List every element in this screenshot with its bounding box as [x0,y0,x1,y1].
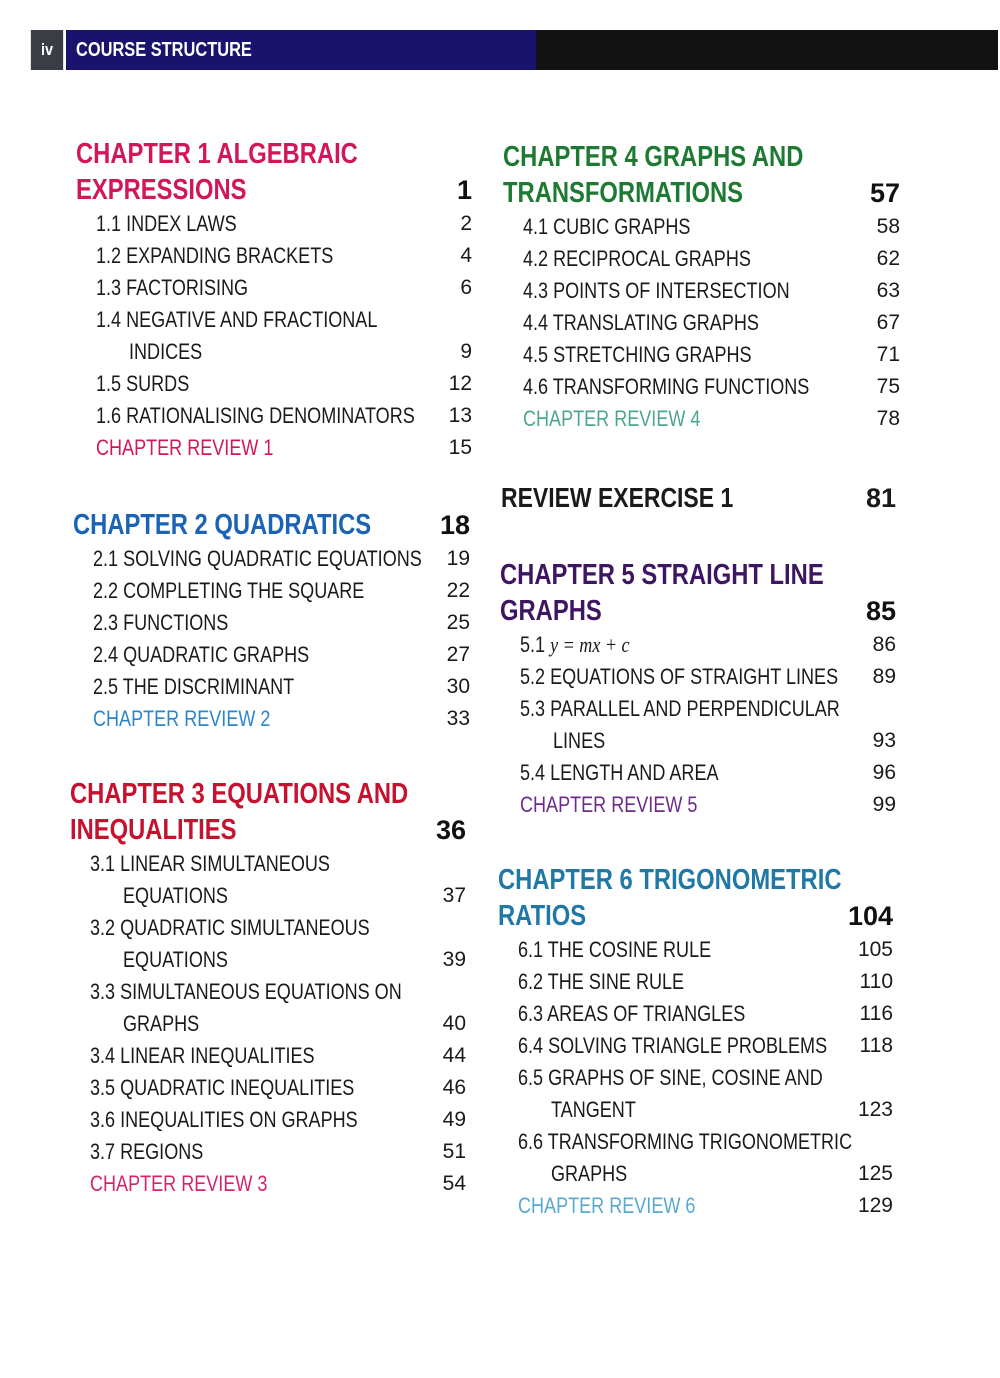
section-title: 4.1 CUBIC GRAPHS [523,214,691,239]
chapter-review-page: 33 [446,707,470,730]
review-exercise-1 [501,478,896,518]
section-title: 1.6 RATIONALISING DENOMINATORS [96,403,415,428]
chapter-review-entry [76,432,472,464]
section-page: 4 [460,244,472,267]
section-entry [503,371,900,403]
chapter-2-title: CHAPTER 2 QUADRATICS [73,509,372,541]
section-title: 3.6 INEQUALITIES ON GRAPHS [90,1107,358,1132]
section-entry [70,976,466,1008]
section-page: 6 [460,276,472,299]
section-entry [503,339,900,371]
section-page: 62 [876,247,900,270]
page-number: iv [31,30,63,70]
chapter-review-entry [500,789,896,821]
section-title: 3.3 SIMULTANEOUS EQUATIONS ON [90,979,402,1004]
section-entry [503,243,900,275]
section-page: 63 [876,279,900,302]
chapter-review-page: 129 [857,1194,893,1217]
chapter-2-block [73,507,470,735]
section-page: 2 [460,212,472,235]
chapter-review-label: CHAPTER REVIEW 2 [93,706,271,731]
chapter-4-page: 57 [869,178,900,208]
section-entry [73,639,470,671]
section-entry-continued [76,336,472,368]
section-entry [76,368,472,400]
chapter-heading [73,507,470,543]
section-page: 40 [442,1012,466,1035]
chapter-3-title: INEQUALITIES [70,814,237,846]
section-title-continued: EQUATIONS [123,883,228,908]
section-page: 93 [872,729,896,752]
section-entry [498,1062,893,1094]
section-title: 6.3 AREAS OF TRIANGLES [518,1001,746,1026]
section-title: 3.2 QUADRATIC SIMULTANEOUS [90,915,370,940]
section-title-continued: INDICES [129,339,203,364]
section-title: 1.1 INDEX LAWS [96,211,237,236]
section-title-continued: TANGENT [551,1097,636,1122]
section-title: 1.3 FACTORISING [96,275,249,300]
section-page: 51 [442,1140,466,1163]
chapter-3-title: CHAPTER 3 EQUATIONS AND [70,778,409,810]
section-title: 3.5 QUADRATIC INEQUALITIES [90,1075,355,1100]
chapter-review-entry [503,403,900,435]
running-header [28,30,998,70]
section-title: 4.2 RECIPROCAL GRAPHS [523,246,751,271]
section-title: 6.5 GRAPHS OF SINE, COSINE AND [518,1065,823,1090]
section-page: 22 [446,579,470,602]
chapter-review-entry [73,703,470,735]
section-title: 6.2 THE SINE RULE [518,969,685,994]
chapter-3-block [70,776,466,1200]
section-title: 5.4 LENGTH AND AREA [520,760,719,785]
chapter-1-page: 1 [456,175,472,205]
section-entry [73,671,470,703]
chapter-6-page: 104 [847,901,893,931]
section-entry [500,629,896,661]
section-entry-continued [500,725,896,757]
section-page: 125 [857,1162,893,1185]
section-entry [76,304,472,336]
section-page: 39 [442,948,466,971]
section-title: 5.3 PARALLEL AND PERPENDICULAR [520,696,840,721]
section-title: 2.4 QUADRATIC GRAPHS [93,642,310,667]
section-entry [503,275,900,307]
chapter-review-label: CHAPTER REVIEW 1 [96,435,274,460]
section-entry [70,1040,466,1072]
section-page: 27 [446,643,470,666]
section-title: 3.1 LINEAR SIMULTANEOUS [90,851,330,876]
chapter-5-block [500,557,896,821]
section-entry [76,208,472,240]
section-title: 6.6 TRANSFORMING TRIGONOMETRIC [518,1129,853,1154]
chapter-5-title: CHAPTER 5 STRAIGHT LINE [500,559,824,591]
section-page: 118 [859,1034,893,1057]
chapter-1-title: EXPRESSIONS [76,174,247,206]
chapter-review-label: CHAPTER REVIEW 3 [90,1171,268,1196]
header-dark-band [536,30,998,70]
section-title: 4.6 TRANSFORMING FUNCTIONS [523,374,810,399]
chapter-review-page: 99 [872,793,896,816]
section-page: 49 [442,1108,466,1131]
section-entry-continued [70,880,466,912]
section-title: 4.5 STRETCHING GRAPHS [523,342,752,367]
section-entry [500,693,896,725]
section-title-continued: GRAPHS [551,1161,628,1186]
section-title: 4.4 TRANSLATING GRAPHS [523,310,759,335]
section-page: 46 [442,1076,466,1099]
chapter-review-label: CHAPTER REVIEW 5 [520,792,698,817]
chapter-heading [503,139,900,211]
chapter-heading [70,776,466,848]
chapter-3-page: 36 [435,815,466,845]
section-page: 19 [446,547,470,570]
chapter-6-block [498,862,893,1222]
section-entry [498,934,893,966]
section-title: 2.3 FUNCTIONS [93,610,229,635]
chapter-5-title: GRAPHS [500,595,602,627]
chapter-heading [498,862,893,934]
section-entry [70,1072,466,1104]
section-entry [70,912,466,944]
section-title-continued: LINES [553,728,606,753]
section-title: 2.2 COMPLETING THE SQUARE [93,578,365,603]
section-title: 2.5 THE DISCRIMINANT [93,674,295,699]
section-page: 44 [442,1044,466,1067]
section-entry [70,848,466,880]
section-entry-continued [70,944,466,976]
section-entry [70,1136,466,1168]
section-entry [73,543,470,575]
section-page: 13 [448,404,472,427]
section-page: 67 [876,311,900,334]
section-entry [498,1030,893,1062]
section-page: 110 [859,970,893,993]
chapter-review-entry [70,1168,466,1200]
section-math-title: y = mx + c [550,632,630,657]
section-page: 89 [872,665,896,688]
section-entry-continued [498,1158,893,1190]
section-title: 1.2 EXPANDING BRACKETS [96,243,334,268]
chapter-6-title: RATIOS [498,900,587,932]
section-page: 25 [446,611,470,634]
section-title: 1.4 NEGATIVE AND FRACTIONAL [96,307,378,332]
chapter-review-label: CHAPTER REVIEW 4 [523,406,701,431]
section-entry-continued [70,1008,466,1040]
section-title [520,629,630,661]
chapter-6-title: CHAPTER 6 TRIGONOMETRIC [498,864,842,896]
section-entry [76,272,472,304]
section-title: 3.4 LINEAR INEQUALITIES [90,1043,315,1068]
section-page: 71 [876,343,900,366]
section-entry [76,240,472,272]
section-page: 75 [876,375,900,398]
section-page: 30 [446,675,470,698]
chapter-5-page: 85 [865,596,896,626]
section-page: 58 [876,215,900,238]
section-page: 86 [872,633,896,656]
section-page: 105 [857,938,893,961]
chapter-1-title: CHAPTER 1 ALGEBRAIC [76,138,358,170]
section-title: 5.2 EQUATIONS OF STRAIGHT LINES [520,664,839,689]
chapter-4-block [503,139,900,435]
section-entry [498,998,893,1030]
section-title: 4.3 POINTS OF INTERSECTION [523,278,790,303]
section-entry [503,307,900,339]
chapter-1-block [76,136,472,464]
section-entry [500,661,896,693]
review-exercise-page: 81 [865,483,896,513]
section-title: 6.4 SOLVING TRIANGLE PROBLEMS [518,1033,828,1058]
section-entry [503,211,900,243]
section-page: 123 [857,1098,893,1121]
chapter-4-title: CHAPTER 4 GRAPHS AND [503,141,804,173]
chapter-review-label: CHAPTER REVIEW 6 [518,1193,696,1218]
page-title: COURSE STRUCTURE [76,38,252,61]
chapter-4-title: TRANSFORMATIONS [503,177,743,209]
section-page: 116 [859,1002,893,1025]
section-entry [70,1104,466,1136]
section-title-continued: EQUATIONS [123,947,228,972]
section-title-continued: GRAPHS [123,1011,200,1036]
header-title-band [66,30,536,70]
section-page: 9 [460,340,472,363]
section-title: 6.1 THE COSINE RULE [518,937,712,962]
review-exercise-title: REVIEW EXERCISE 1 [501,482,734,513]
section-title: 3.7 REGIONS [90,1139,204,1164]
section-page: 12 [448,372,472,395]
chapter-review-page: 54 [442,1172,466,1195]
chapter-review-page: 15 [448,436,472,459]
section-entry [498,966,893,998]
chapter-review-entry [498,1190,893,1222]
chapter-review-page: 78 [876,407,900,430]
section-title: 1.5 SURDS [96,371,190,396]
section-entry [73,607,470,639]
section-entry [498,1126,893,1158]
section-entry [76,400,472,432]
section-entry [73,575,470,607]
chapter-heading [76,136,472,208]
section-page: 96 [872,761,896,784]
chapter-heading [500,557,896,629]
section-entry-continued [498,1094,893,1126]
section-entry [500,757,896,789]
section-page: 37 [442,884,466,907]
section-title: 2.1 SOLVING QUADRATIC EQUATIONS [93,546,422,571]
chapter-2-page: 18 [439,510,470,540]
section-number: 5.1 [520,632,551,657]
